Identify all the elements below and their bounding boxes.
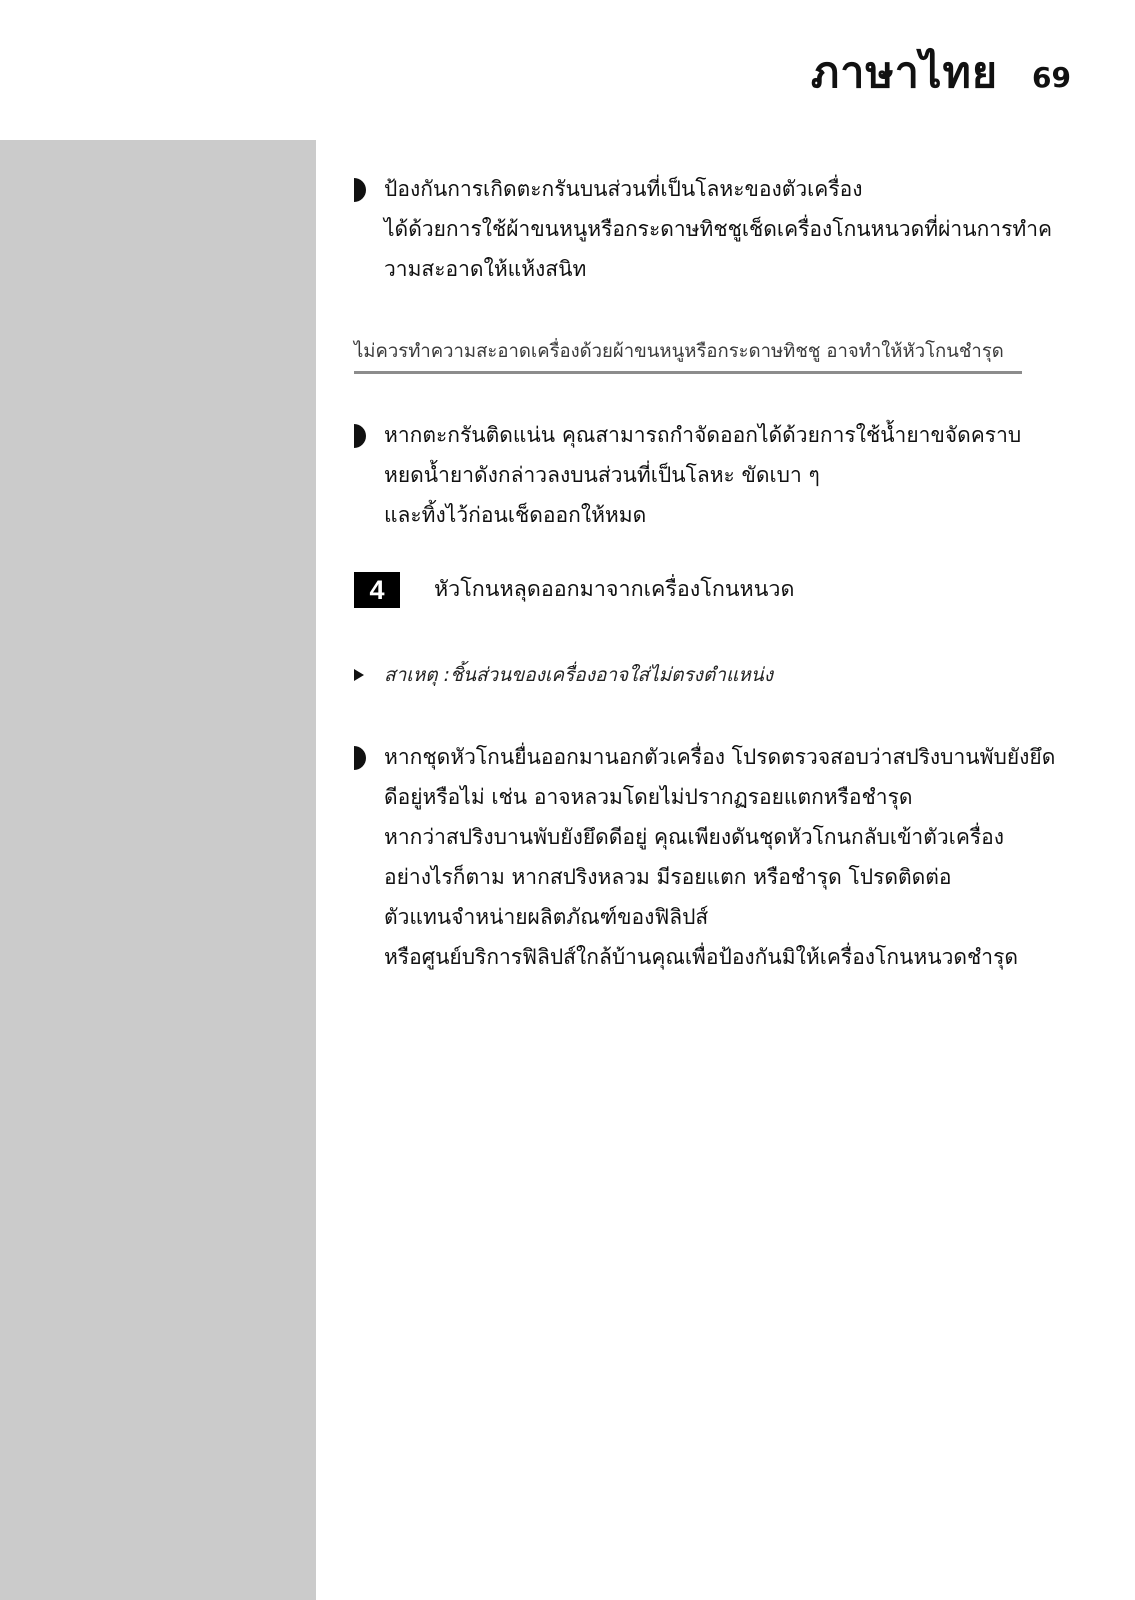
sidebar-panel: [0, 140, 316, 1600]
warning-text: ไม่ควรทำความสะอาดเครื่องด้วยผ้าขนหนูหรือกระดาษทิชชู อาจทำให้หัวโกนชำรุด: [354, 337, 1022, 374]
half-circle-bullet-icon: [354, 178, 366, 202]
half-circle-bullet-icon: [354, 746, 366, 770]
page-header: [811, 38, 1071, 106]
bullet-text: หากชุดหัวโกนยื่นออกมานอกตัวเครื่อง โปรดตรวจสอบว่าสปริงบานพับยังยึด ดีอยู่หรือไม่ เช่น อาจหลวมโดยไม่ปรากฏรอยแตกหรือชำรุด หากว่าสปริงบานพับยังยึดดีอยู่ คุณเพียงดันชุดหัวโกนกลับเข้าตัวเครื่อง อย่างไรก็ตาม หากสปริงหลวม มีรอยแตก หรือชำรุด โปรดติดต่อ ตัวแทนจำหน่ายผลิตภัณฑ์ของฟิลิปส์ หรือศูนย์บริการฟิลิปส์ใกล้บ้านคุณเพื่อป้องกันมิให้เครื่องโกนหนวดชำรุด: [384, 745, 1056, 969]
page-number: 69: [1032, 61, 1071, 94]
cause-text: สาเหตุ :ชิ้นส่วนของเครื่องอาจใส่ไม่ตรงตำแหน่ง: [384, 664, 774, 686]
half-circle-bullet-icon: [354, 424, 366, 448]
page-title: ภาษาไทย: [810, 48, 999, 98]
step-number-box: 4: [354, 572, 400, 608]
bullet-text: ป้องกันการเกิดตะกรันบนส่วนที่เป็นโลหะของตัวเครื่อง ได้ด้วยการใช้ผ้าขนหนูหรือกระดาษทิชชูเช็ดเครื่องโกนหนวดที่ผ่านการทำค วามสะอาดให้แห้งสนิท: [384, 177, 1053, 281]
problem-title: หัวโกนหลุดออกมาจากเครื่องโกนหนวด: [434, 577, 795, 602]
triangle-arrow-icon: [354, 669, 364, 681]
bullet-text: หากตะกรันติดแน่น คุณสามารถกำจัดออกได้ด้วยการใช้น้ำยาขจัดคราบ หยดน้ำยาดังกล่าวลงบนส่วนที่เป็นโลหะ ขัดเบา ๆ และทิ้งไว้ก่อนเช็ดออกให้หมด: [384, 423, 1022, 527]
